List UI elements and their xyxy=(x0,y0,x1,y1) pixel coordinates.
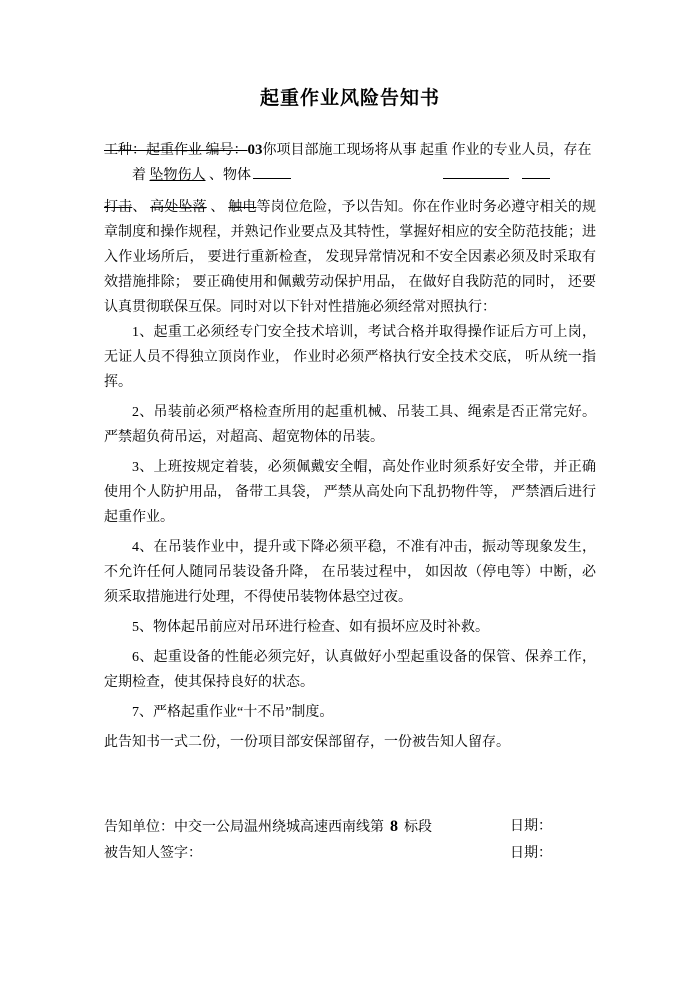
blank-underline-2 xyxy=(443,163,509,179)
section-suffix: 标段 xyxy=(404,820,432,835)
hazard-electric-shock: 触电 xyxy=(228,200,257,215)
intro-text-4: 等岗位危险，予以告知。你在作业时务必遵守相关的规章制度和操作规程，并熟记作业要点及其特性，掌握好相应的安全防范技能；进入作业场所后， 要进行重新检查， 发现异常情况和不安全因素必须及时采取有效措施排除； 要正确使用和佩戴劳动保护用品， 在做好自我防范的同时， 还要认真贯彻联保互保。同时对以下针对性措施必须经常对照执行： xyxy=(104,200,597,315)
signee-label: 被告知人签字： xyxy=(104,846,202,861)
intro-text-3: 、物体 xyxy=(205,168,251,183)
intro-text-2: 着 xyxy=(132,168,150,183)
intro-line-1 xyxy=(104,138,596,163)
list-item-3: 3、上班按规定着装，必须佩戴安全帽，高处作业时须系好安全带，并正确使用个人防护用品， 备带工具袋， 严禁从高处向下乱扔物件等， 严禁酒后进行起重作业。 xyxy=(104,460,596,525)
blank-underline-1 xyxy=(253,163,291,179)
worktype-number-label: 工种：起重作业 编号： xyxy=(104,143,248,158)
date-label-1: 日期： xyxy=(510,819,552,834)
blank-underline-3 xyxy=(522,163,550,179)
intro-sep-2: 、 xyxy=(206,200,229,215)
intro-paragraph xyxy=(104,195,596,320)
intro-line-2 xyxy=(104,163,596,188)
intro-text-1: 你项目部施工现场将从事 起重 作业的专业人员，存在 xyxy=(262,143,592,158)
list-item-7: 7、严格起重作业“十不吊”制度。 xyxy=(132,705,334,720)
hazard-falling-objects: 坠物伤人 xyxy=(149,168,206,183)
page-title: 起重作业风险告知书 xyxy=(259,88,440,109)
intro-sep-1: 、 xyxy=(132,200,151,215)
doc-number-value: 03 xyxy=(247,142,263,158)
list-item-4: 4、在吊装作业中，提升或下降必须平稳，不准有冲击，振动等现象发生，不允许任何人随同吊装设备升降， 在吊装过程中， 如因故（停电等）中断，必须采取措施进行处理，不得使吊装物体悬空过夜。 xyxy=(104,540,596,605)
date-label-2: 日期： xyxy=(510,846,552,861)
list-item-5: 5、物体起吊前应对吊环进行检查、如有损坏应及时补救。 xyxy=(132,620,489,635)
hazard-strike-by-object: 打击 xyxy=(104,200,133,215)
list-item-1: 1、起重工必须经专门安全技术培训，考试合格并取得操作证后方可上岗，无证人员不得独立顶岗作业， 作业时必须严格执行安全技术交底， 听从统一指挥。 xyxy=(104,325,596,390)
hazard-fall-from-height: 高处坠落 xyxy=(150,200,207,215)
list-item-6: 6、起重设备的性能必须完好，认真做好小型起重设备的保管、保养工作，定期检查，使其保持良好的状态。 xyxy=(104,650,596,690)
notify-unit-row xyxy=(104,813,596,840)
signee-row xyxy=(104,840,596,867)
notify-unit-label: 告知单位：中交一公局温州绕城高速西南线第 xyxy=(104,820,384,835)
list-item-2: 2、吊装前必须严格检查所用的起重机械、吊装工具、绳索是否正常完好。严禁超负荷吊运，对超高、超宽物体的吊装。 xyxy=(104,405,596,445)
section-number: 8 xyxy=(390,818,398,835)
closing-statement: 此告知书一式二份，一份项目部安保部留存，一份被告知人留存。 xyxy=(104,735,510,750)
signature-block xyxy=(104,813,596,867)
